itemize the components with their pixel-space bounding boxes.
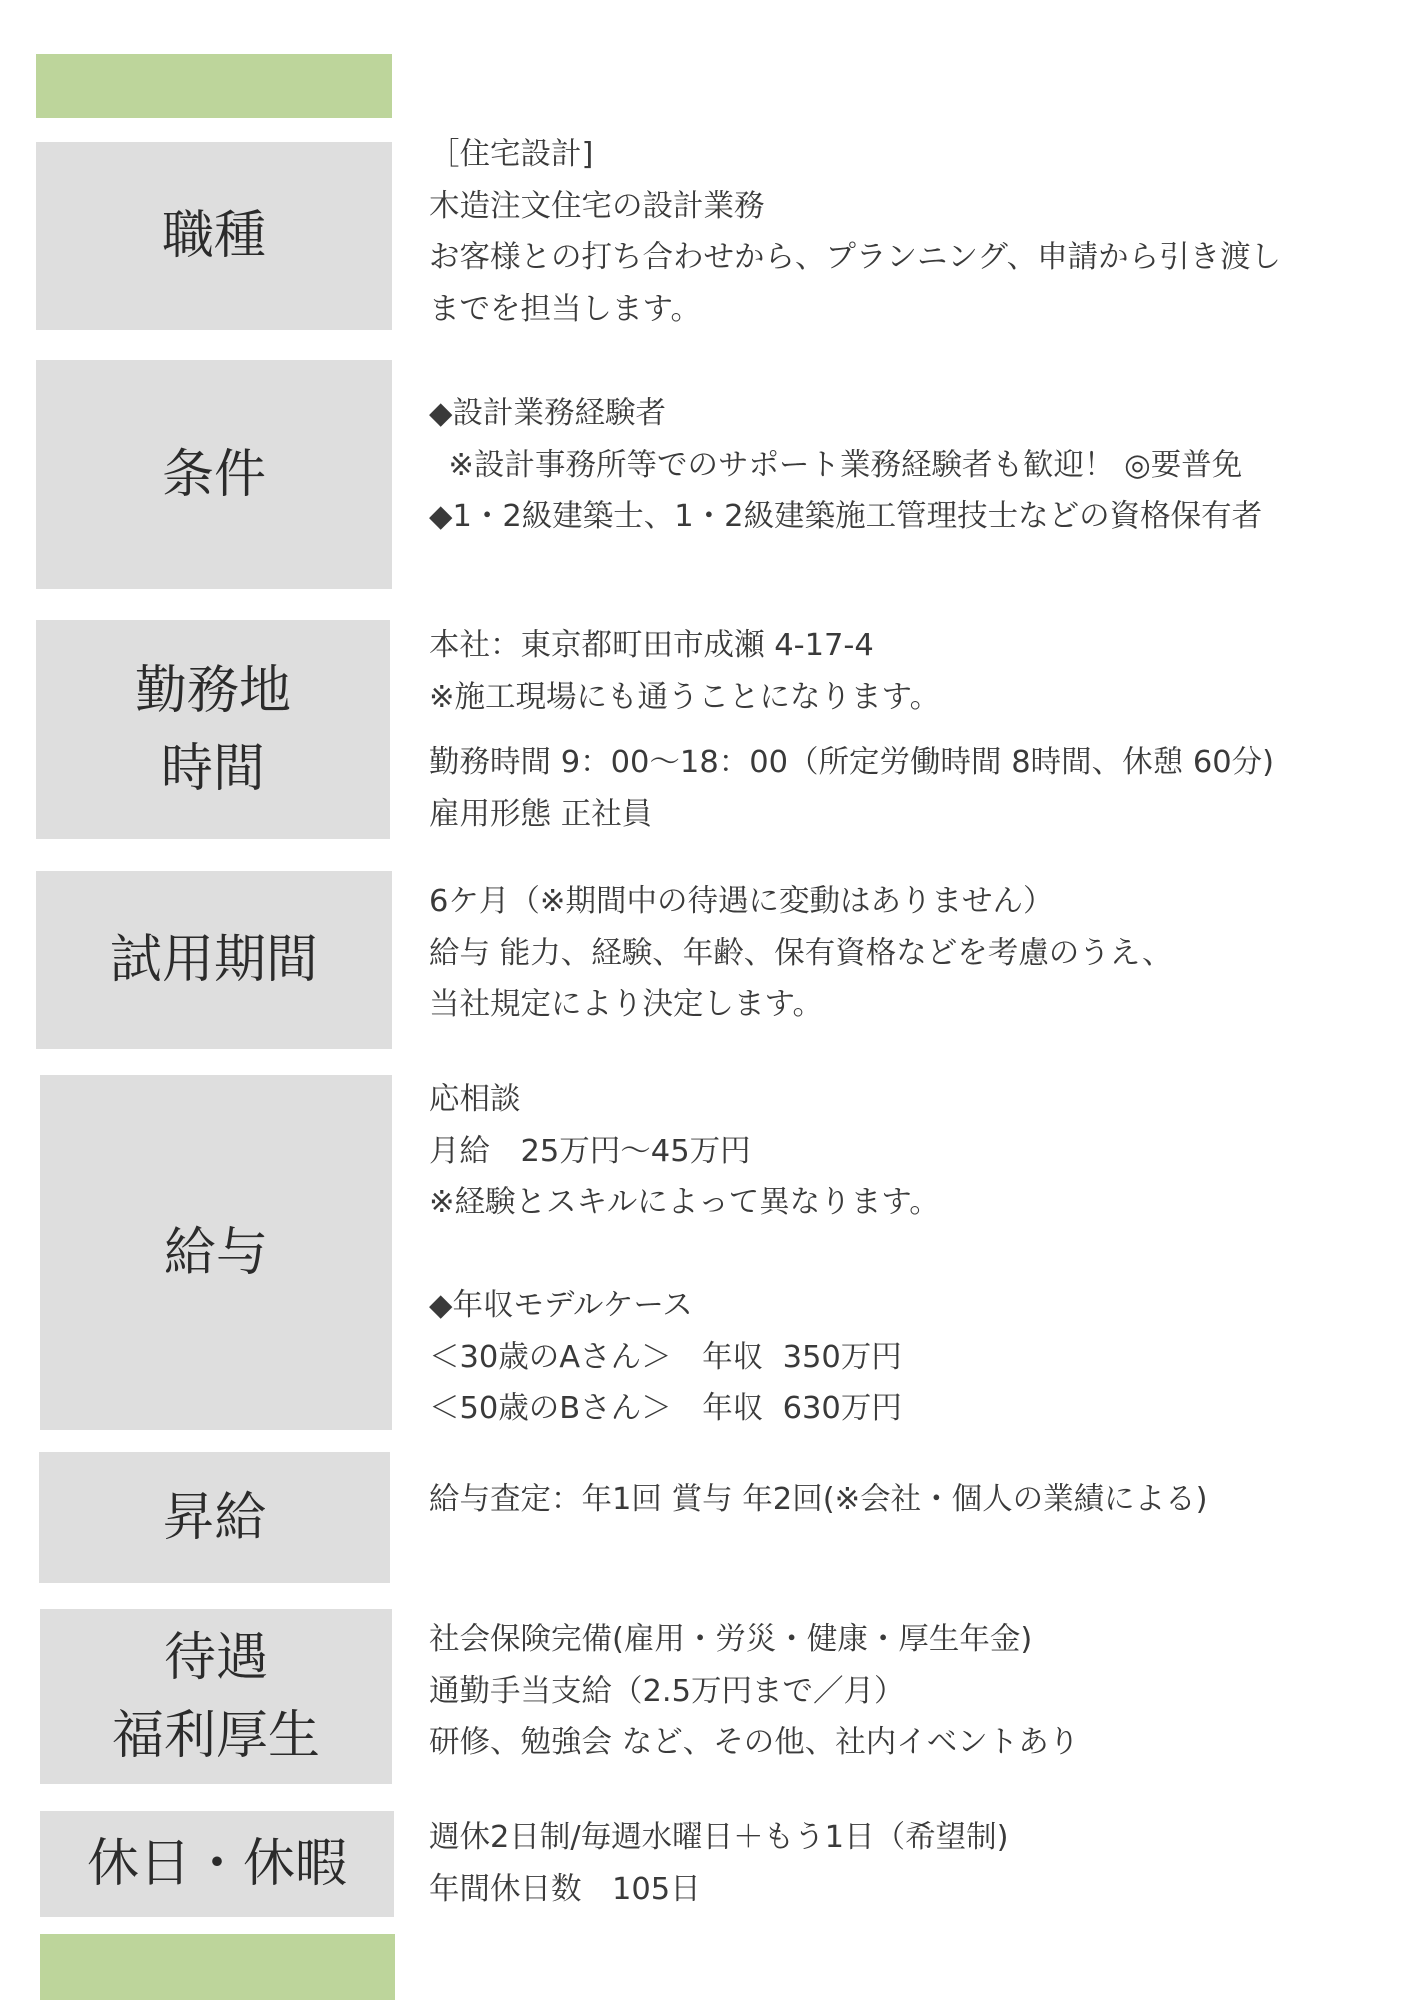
label-text: 待遇 <box>163 1627 268 1688</box>
text-line: 研修、勉強会 など、その他、社内イベントあり <box>429 1725 1080 1760</box>
label-text: 職種 <box>161 206 266 266</box>
text-line: 勤務時間 9：00〜18：00（所定労働時間 8時間、休憩 60分) <box>429 745 1275 780</box>
label-holidays <box>40 1811 394 1917</box>
content-pay-raise <box>429 1474 1389 1526</box>
text-line: 木造注文住宅の設計業務 <box>429 188 765 224</box>
text-line: までを担当します。 <box>429 291 702 327</box>
label-trial-period <box>36 871 392 1049</box>
label-text: 勤務地 <box>134 660 291 721</box>
label-salary <box>40 1075 392 1430</box>
label-text: 給与 <box>163 1222 268 1283</box>
text-line: ［住宅設計] <box>429 137 594 172</box>
top-accent-bar <box>36 54 392 118</box>
label-location-hours <box>36 620 390 839</box>
text-line: 給与 能力、経験、年齢、保有資格などを考慮のうえ、 <box>429 935 1173 971</box>
label-job-type <box>36 142 392 330</box>
text-line: ◆年収モデルケース <box>429 1288 693 1323</box>
content-job-type <box>429 129 1389 335</box>
text-line: ＜30歳のAさん＞ 年収 350万円 <box>429 1339 902 1375</box>
text-line: ◆設計業務経験者 <box>429 396 666 431</box>
content-trial-period <box>429 876 1389 1031</box>
content-requirements <box>429 388 1389 543</box>
text-line: 給与査定：年1回 賞与 年2回(※会社・個人の業績による) <box>429 1482 1208 1517</box>
text-line: ◆1・2級建築士、1・2級建築施工管理技士などの資格保有者 <box>429 499 1263 534</box>
text-line: 社会保険完備(雇用・労災・健康・厚生年金) <box>429 1622 1033 1657</box>
text-line: ＜50歳のBさん＞ 年収 630万円 <box>429 1391 902 1426</box>
content-benefits <box>429 1614 1389 1769</box>
text-line: 週休2日制/毎週水曜日＋もう1日（希望制) <box>429 1820 1009 1855</box>
bottom-accent-bar <box>40 1934 395 2000</box>
label-text: 試用期間 <box>109 930 318 990</box>
text-line: ※設計事務所等でのサポート業務経験者も歓迎！ ◎要普免 <box>429 447 1243 483</box>
label-text: 条件 <box>161 444 266 505</box>
content-location-hours <box>429 620 1389 840</box>
label-text: 昇給 <box>162 1487 267 1548</box>
content-holidays <box>429 1812 1389 1915</box>
label-benefits <box>40 1609 392 1784</box>
text-line: 月給 25万円〜45万円 <box>429 1133 751 1169</box>
text-line: 応相談 <box>429 1082 521 1117</box>
text-line: ※経験とスキルによって異なります。 <box>429 1185 940 1220</box>
text-line: 本社：東京都町田市成瀬 4-17-4 <box>429 628 874 663</box>
text-line: 当社規定により決定します。 <box>429 987 824 1022</box>
text-line: 年間休日数 105日 <box>429 1871 701 1907</box>
label-pay-raise <box>39 1452 390 1583</box>
text-line: 6ケ月（※期間中の待遇に変動はありません） <box>429 884 1054 919</box>
label-text: 休日・休暇 <box>86 1834 347 1894</box>
label-text: 福利厚生 <box>111 1705 320 1766</box>
text-line: お客様との打ち合わせから、プランニング、申請から引き渡し <box>429 240 1282 275</box>
content-salary <box>429 1074 1389 1435</box>
text-line: 雇用形態 正社員 <box>429 796 653 832</box>
text-line <box>429 1229 1389 1281</box>
text-line: 通勤手当支給（2.5万円まで／月） <box>429 1673 905 1709</box>
label-text: 時間 <box>160 738 265 799</box>
text-line: ※施工現場にも通うことになります。 <box>429 679 941 715</box>
label-requirements <box>36 360 392 589</box>
